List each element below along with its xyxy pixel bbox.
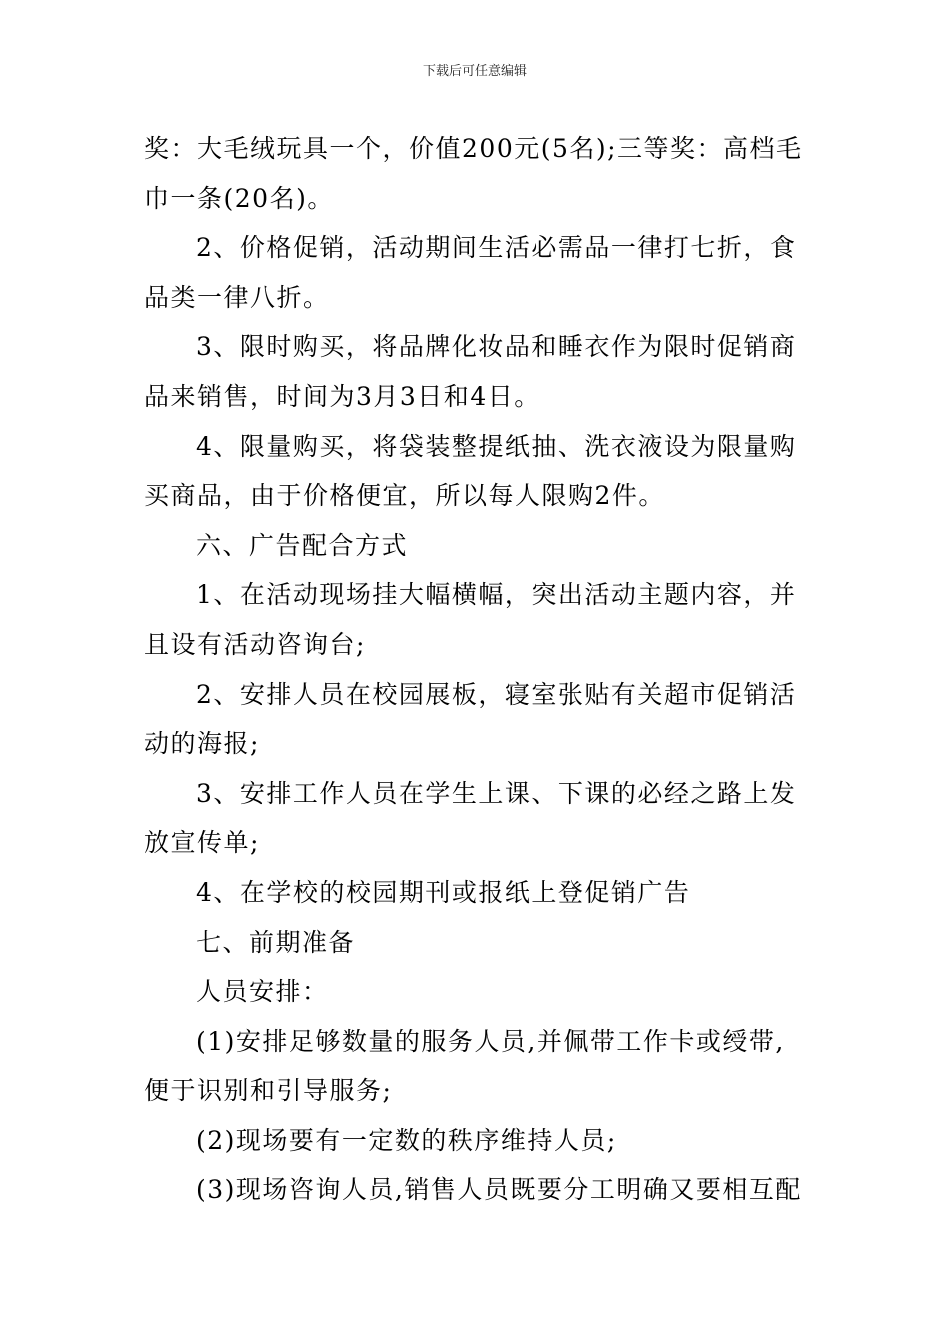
paragraph-posters: 2、安排人员在校园展板，寝室张贴有关超市促销活动的海报;: [144, 679, 797, 759]
paragraph-flyers: 3、安排工作人员在学生上课、下课的必经之路上发放宣传单;: [144, 778, 797, 858]
paragraph-banner: 1、在活动现场挂大幅横幅，突出活动主题内容，并且设有活动咨询台;: [144, 580, 797, 659]
paragraph-consult-sales-staff: (3)现场咨询人员,销售人员既要分工明确又要相互配: [196, 1175, 802, 1205]
paragraph-quantity-limited-purchase: 4、限量购买，将袋装整提纸抽、洗衣液设为限量购买商品，由于价格便宜，所以每人限购2件。: [144, 431, 797, 511]
page-header-note: 下载后可任意编辑: [422, 64, 527, 79]
paragraph-time-limited-purchase: 3、限时购买，将品牌化妆品和睡衣作为限时促销商品来销售，时间为3月3日和4日。: [144, 332, 797, 411]
paragraph-prize-continuation: 奖：大毛绒玩具一个，价值200元(5名);三等奖：高档毛巾一条(20名)。: [144, 134, 803, 213]
paragraph-order-staff: (2)现场要有一定数的秩序维持人员;: [196, 1125, 617, 1155]
paragraph-price-promotion: 2、价格促销，活动期间生活必需品一律打七折，食品类一律八折。: [144, 233, 797, 312]
section-heading-preparation: 七、前期准备: [196, 927, 356, 957]
document-body: [144, 124, 810, 1215]
paragraph-staff-arrangement: 人员安排：: [196, 977, 329, 1007]
paragraph-service-staff: (1)安排足够数量的服务人员,并佩带工作卡或绶带,便于识别和引导服务;: [144, 1026, 785, 1106]
section-heading-advertising: 六、广告配合方式: [196, 530, 409, 560]
paragraph-campus-ads: 4、在学校的校园期刊或报纸上登促销广告: [196, 877, 691, 907]
